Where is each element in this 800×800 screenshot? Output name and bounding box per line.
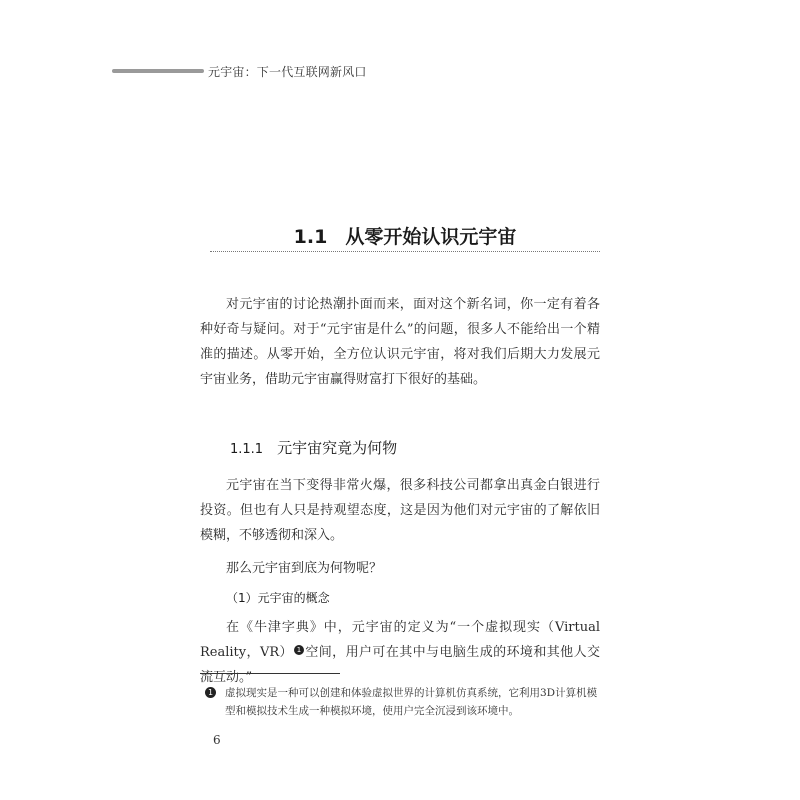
footnote-rule xyxy=(200,673,340,674)
definition-paragraph xyxy=(200,615,600,690)
subsection-number: 1.1.1 xyxy=(230,442,264,457)
page-number: 6 xyxy=(213,733,221,747)
footnote xyxy=(207,684,605,720)
subsection-title: 元宇宙究竟为何物 xyxy=(277,439,398,457)
running-header xyxy=(112,63,432,79)
intro-paragraph: 对元宇宙的讨论热潮扑面而来，面对这个新名词，你一定有着各种好奇与疑问。对于“元宇宙是什么”的问题，很多人不能给出一个精准的描述。从零开始，全方位认识元宇宙，将对我们后期大力发展元宇宙业务，借助元宇宙赢得财富打下很好的基础。 xyxy=(200,297,600,387)
footnote-marker: 1 xyxy=(205,687,216,698)
footnote-text: 虚拟现实是一种可以创建和体验虚拟世界的计算机仿真系统，它利用3D计算机模型和模拟技术生成一种模拟环境，使用户完全沉浸到该环境中。 xyxy=(225,687,598,717)
running-header-text: 元宇宙：下一代互联网新风口 xyxy=(208,64,367,79)
definition-text-before: 在《牛津字典》中，元宇宙的定义为“一个虚拟现实（Virtual Reality，VR） xyxy=(200,620,600,660)
section-title: 从零开始认识元宇宙 xyxy=(345,226,517,248)
concept-heading: （1）元宇宙的概念 xyxy=(226,591,330,605)
subsection-heading xyxy=(230,437,397,458)
hype-paragraph: 元宇宙在当下变得非常火爆，很多科技公司都拿出真金白银进行投资。但也有人只是持观望态度，这是因为他们对元宇宙的了解依旧模糊，不够透彻和深入。 xyxy=(200,478,600,543)
header-rule xyxy=(112,69,204,73)
section-number: 1.1 xyxy=(293,226,328,248)
section-dotted-rule xyxy=(210,251,600,252)
footnote-reference-marker[interactable]: 1 xyxy=(294,645,304,655)
section-heading xyxy=(210,222,600,249)
question-paragraph: 那么元宇宙到底为何物呢？ xyxy=(226,561,383,576)
definition-text-after: 空间，用户可在其中与电脑生成的环境和其他人交流互动。” xyxy=(200,645,600,685)
